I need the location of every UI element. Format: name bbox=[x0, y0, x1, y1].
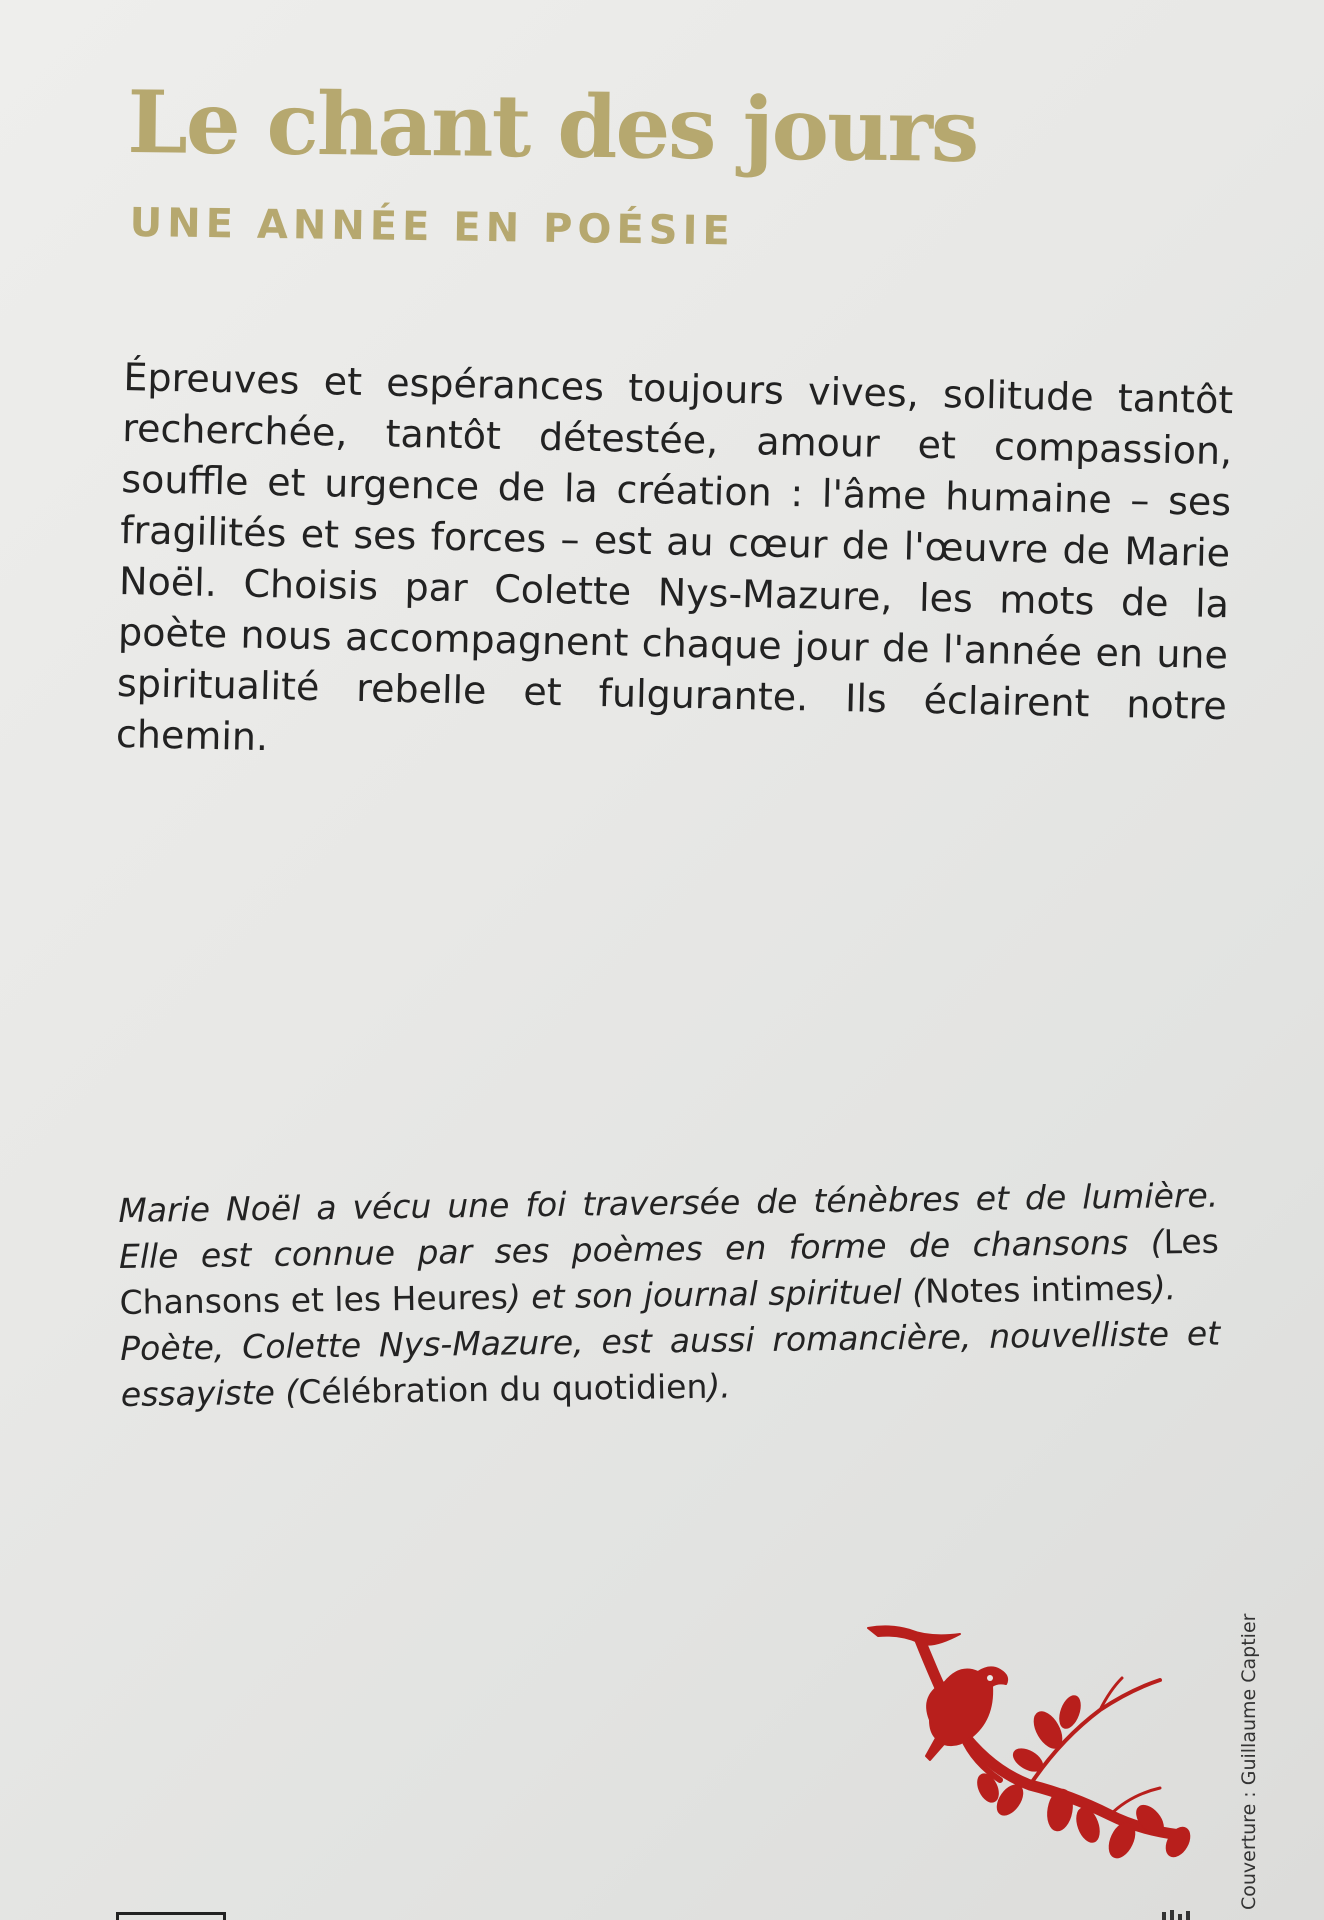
book-subtitle: UNE ANNÉE EN POÉSIE bbox=[129, 200, 736, 255]
work-title-notes: Notes intimes bbox=[924, 1268, 1154, 1311]
bio-paragraph-colette bbox=[120, 1311, 1221, 1418]
barcode-edge bbox=[116, 1912, 226, 1920]
author-bio bbox=[118, 1173, 1221, 1418]
cover-credit: Couverture : Guillaume Captier bbox=[1238, 1613, 1260, 1910]
bio-text: ) et son journal spirituel ( bbox=[507, 1271, 926, 1317]
bio-text: Poète, Colette Nys-Mazure, est aussi romancière, nouvelliste et essayiste ( bbox=[119, 1313, 1221, 1414]
bird-on-branch-icon bbox=[860, 1620, 1210, 1870]
work-title-celebration: Célébration du quotidien bbox=[298, 1366, 708, 1412]
bio-text: ). bbox=[707, 1366, 732, 1406]
partial-logo-icon bbox=[1160, 1908, 1200, 1920]
bio-paragraph-marie-noel bbox=[118, 1173, 1220, 1326]
bio-text: Marie Noël a vécu une foi traversée de ténèbres et de lumière. Elle est connue par ses poèmes en forme de chansons ( bbox=[118, 1175, 1219, 1276]
summary-paragraph: Épreuves et espérances toujours vives, solitude tantôt recherchée, tantôt détestée, amour et compassion, souffle et urgence de la création : l'âme humaine – ses fragilités et ses forces – est au cœur de l'œuvre de Marie Noël. Choisis par Colette Nys-Mazure, les mots de la poète nous accompagnent chaque jour de l'année en une spiritualité rebelle et fulgurante. Ils éclairent notre chemin. bbox=[115, 354, 1234, 760]
bio-text: ). bbox=[1152, 1268, 1177, 1308]
work-title-chansons: Les Chansons et les Heures bbox=[119, 1221, 1220, 1322]
book-title: Le chant des jours bbox=[126, 72, 978, 182]
